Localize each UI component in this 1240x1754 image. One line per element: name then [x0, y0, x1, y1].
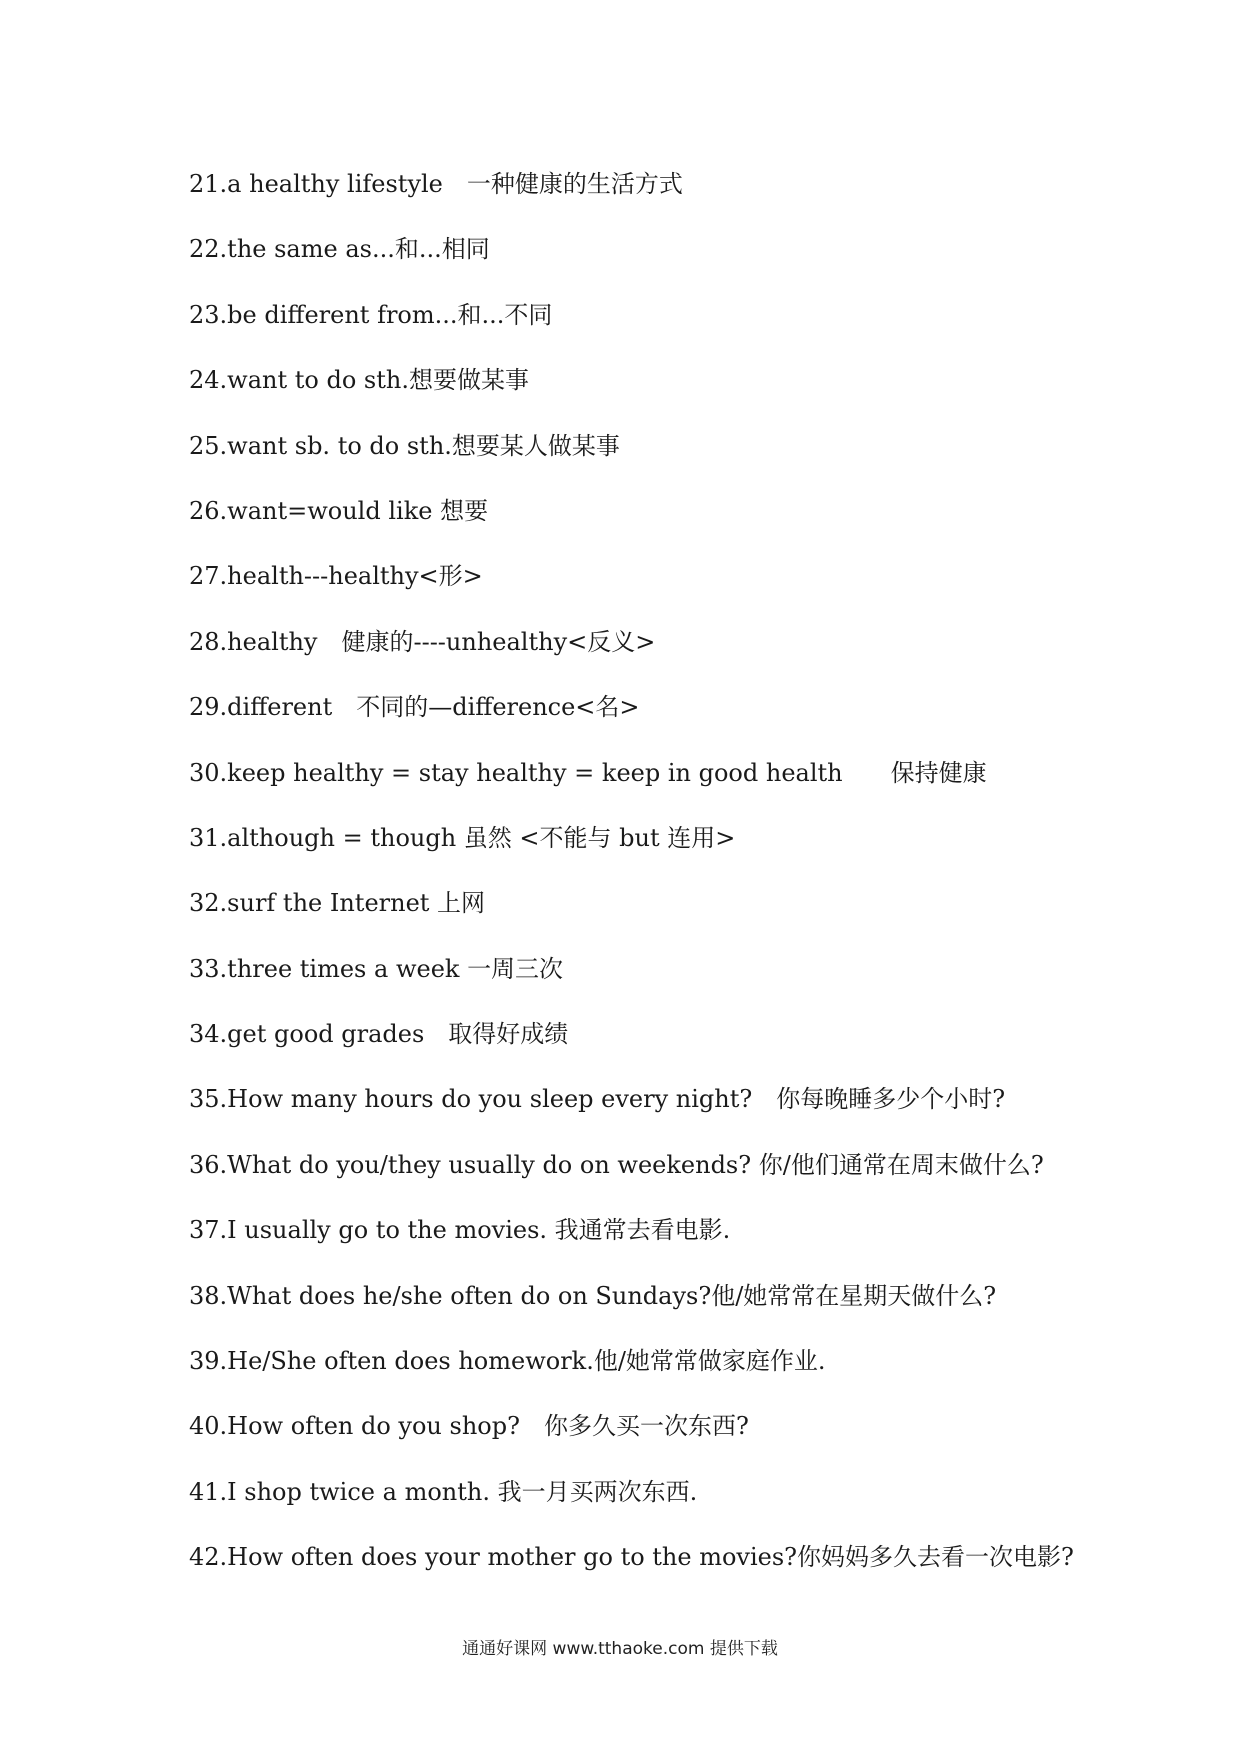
- list-item: 25.want sb. to do sth.想要某人做某事: [189, 431, 620, 460]
- list-item: 33.three times a week 一周三次: [189, 954, 564, 983]
- list-item: 42.How often does your mother go to the movies?你妈妈多久去看一次电影?: [189, 1543, 1074, 1572]
- list-item: 37.I usually go to the movies. 我通常去看电影.: [189, 1216, 731, 1245]
- list-item: 41.I shop twice a month. 我一月买两次东西.: [189, 1477, 698, 1506]
- vocabulary-list: [189, 162, 1149, 1601]
- list-item: 35.How many hours do you sleep every night? 你每晚睡多少个小时?: [189, 1085, 1006, 1114]
- list-item: 26.want=would like 想要: [189, 496, 489, 525]
- list-item: 29.different 不同的—difference<名>: [189, 693, 640, 722]
- list-item: 40.How often do you shop? 你多久买一次东西?: [189, 1412, 749, 1441]
- list-item: 38.What does he/she often do on Sundays?他/她常常在星期天做什么?: [189, 1281, 997, 1310]
- page-footer: 通通好课网 www.tthaoke.com 提供下载: [462, 1639, 778, 1659]
- list-item: 27.health---healthy<形>: [189, 562, 483, 591]
- list-item: 31.although = though 虽然 <不能与 but 连用>: [189, 823, 736, 852]
- list-item: 34.get good grades 取得好成绩: [189, 1020, 569, 1049]
- list-item: 32.surf the Internet 上网: [189, 889, 486, 918]
- list-item: 23.be different from...和...不同: [189, 300, 553, 329]
- list-item: 21.a healthy lifestyle 一种健康的生活方式: [189, 170, 683, 198]
- list-item: 30.keep healthy = stay healthy = keep in good health 保持健康: [189, 758, 987, 787]
- list-item: 22.the same as...和...相同: [189, 235, 490, 264]
- list-item: 24.want to do sth.想要做某事: [189, 366, 529, 395]
- list-item: 28.healthy 健康的----unhealthy<反义>: [189, 627, 656, 656]
- list-item: 39.He/She often does homework.他/她常常做家庭作业.: [189, 1347, 826, 1376]
- list-item: 36.What do you/they usually do on weekends? 你/他们通常在周末做什么?: [189, 1150, 1044, 1179]
